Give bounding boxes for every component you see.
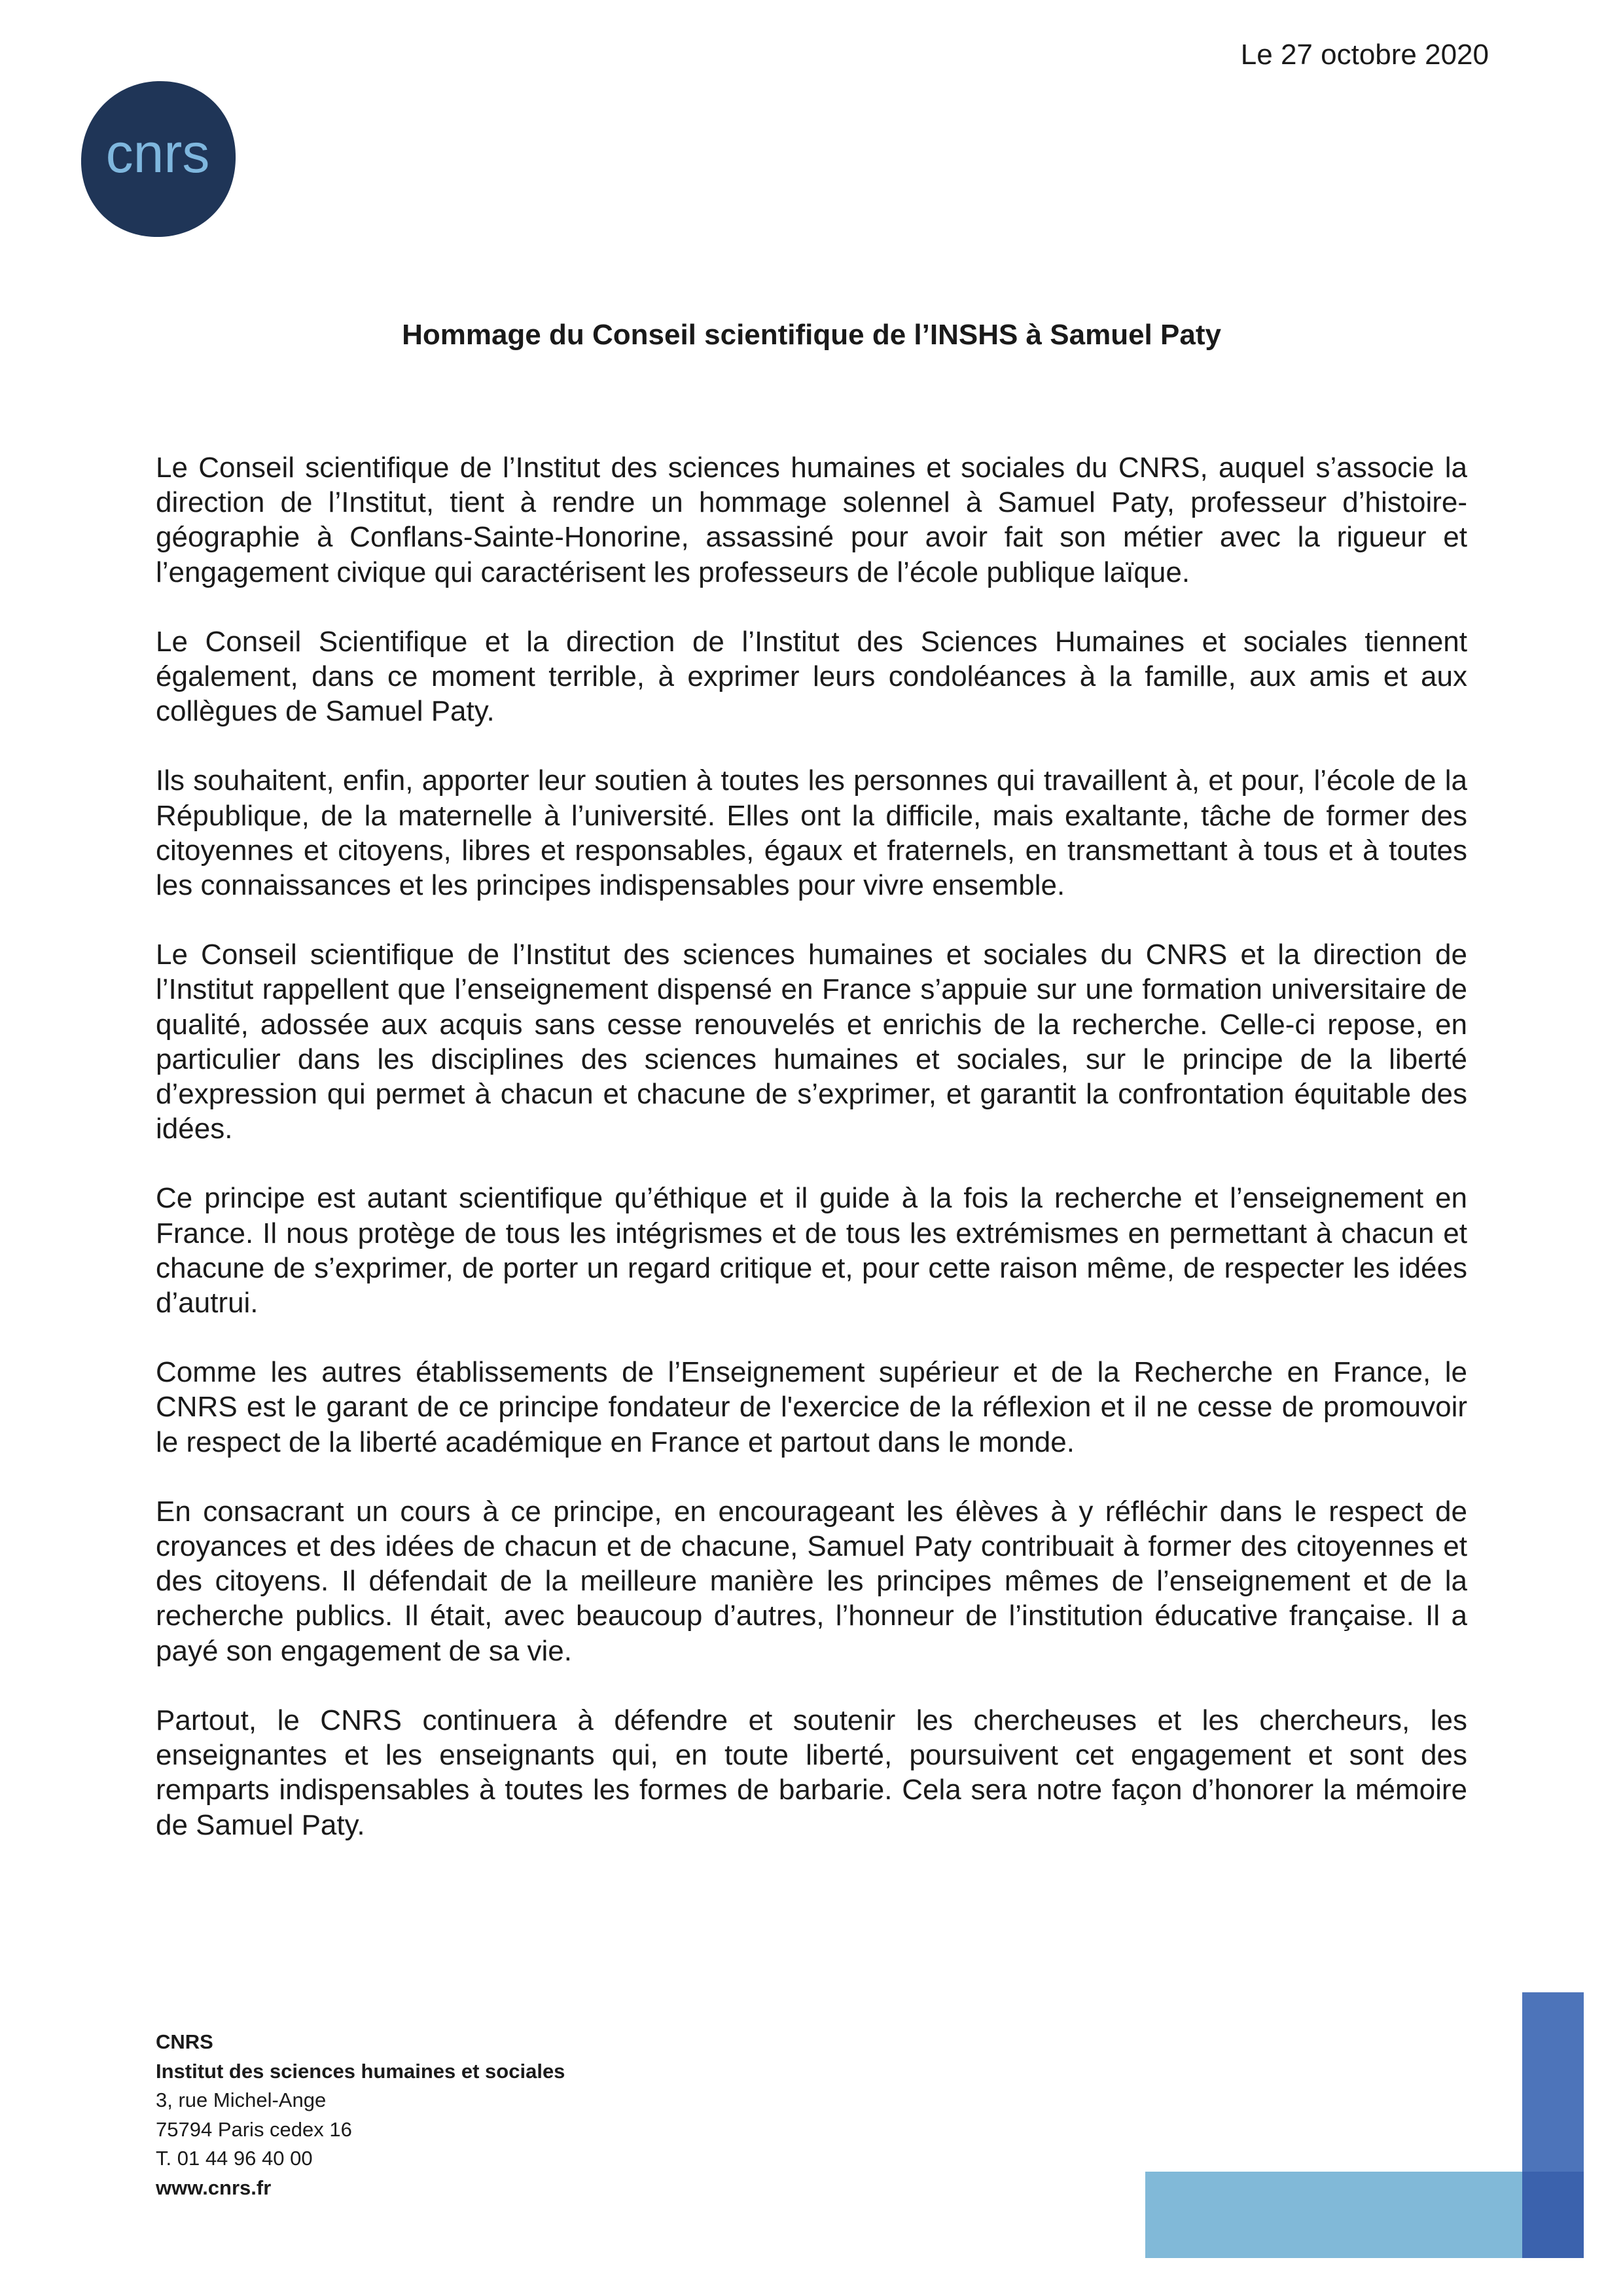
paragraph: Comme les autres établissements de l’Enseignement supérieur et de la Recherche en France, le CNRS est le garant de ce principe fondateur de l'exercice de la réflexion et il ne cesse de promouvoir le respect de la liberté académique en France et partout dans le monde. bbox=[156, 1356, 1467, 1458]
decorative-band-light bbox=[1145, 2172, 1584, 2258]
cnrs-logo-text: cnrs bbox=[105, 122, 210, 184]
footer-address-block bbox=[156, 2028, 565, 2202]
footer-org: CNRS bbox=[156, 2030, 213, 2053]
paragraph: Partout, le CNRS continuera à défendre et soutenir les chercheuses et les chercheurs, les enseignantes et les enseignants qui, en toute liberté, poursuivent cet engagement et sont des remparts indispensables à toutes les formes de barbarie. Cela sera notre façon d’honorer la mémoire de Samuel Paty. bbox=[156, 1704, 1467, 1841]
paragraph: Le Conseil scientifique de l’Institut des sciences humaines et sociales du CNRS et la direction de l’Institut rappellent que l’enseignement dispensé en France s’appuie sur une formation universitaire de qualité, adossée aux acquis sans cesse renouvelés et enrichis de la recherche. Celle-ci repose, en particulier dans les disciplines des sciences humaines et sociales, sur le principe de la liberté d’expression qui permet à chacun et chacune de s’exprimer, et garantit la confrontation équitable des idées. bbox=[156, 939, 1467, 1145]
document-date: Le 27 octobre 2020 bbox=[1240, 39, 1489, 71]
paragraph: En consacrant un cours à ce principe, en encourageant les élèves à y réfléchir dans le respect de croyances et des idées de chacun et de chacune, Samuel Paty contribuait à former des citoyennes et des citoyens. Il défendait de la meilleure manière les principes mêmes de l’enseignement et de la recherche publics. Il était, avec beaucoup d’autres, l’honneur de l’institution éducative française. Il a payé son engagement de sa vie. bbox=[156, 1495, 1467, 1667]
cnrs-logo bbox=[77, 79, 238, 240]
document-body bbox=[156, 450, 1467, 1877]
paragraph: Ils souhaitent, enfin, apporter leur soutien à toutes les personnes qui travaillent à, et pour, l’école de la République, de la maternelle à l’université. Elles ont la difficile, mais exaltante, tâche de former des citoyennes et citoyens, libres et responsables, égaux et fraternels, en transmettant à tous et à toutes les connaissances et les principes indispensables pour vivre ensemble. bbox=[156, 764, 1467, 902]
paragraph: Le Conseil Scientifique et la direction de l’Institut des Sciences Humaines et sociales tiennent également, dans ce moment terrible, à exprimer leurs condoléances à la famille, aux amis et aux collègues de Samuel Paty. bbox=[156, 625, 1467, 728]
footer-website-link[interactable]: www.cnrs.fr bbox=[156, 2176, 272, 2199]
footer-institute: Institut des sciences humaines et sociales bbox=[156, 2059, 565, 2083]
footer-city: 75794 Paris cedex 16 bbox=[156, 2117, 352, 2141]
paragraph: Le Conseil scientifique de l’Institut des sciences humaines et sociales du CNRS, auquel s’associe la direction de l’Institut, tient à rendre un hommage solennel à Samuel Paty, professeur d’histoire-géographie à Conflans-Sainte-Honorine, assassiné pour avoir fait son métier avec la rigueur et l’engagement civique qui caractérisent les professeurs de l’école publique laïque. bbox=[156, 452, 1467, 588]
paragraph: Ce principe est autant scientifique qu’éthique et il guide à la fois la recherche et l’enseignement en France. Il nous protège de tous les intégrismes et de tous les extrémismes en permettant à chacun et chacune de s’exprimer, de porter un regard critique et, pour cette raison même, de respecter les idées d’autrui. bbox=[156, 1182, 1467, 1319]
document-title: Hommage du Conseil scientifique de l’INSHS à Samuel Paty bbox=[402, 319, 1221, 351]
decorative-band-overlap bbox=[1522, 2172, 1584, 2258]
footer-street: 3, rue Michel-Ange bbox=[156, 2089, 327, 2111]
footer-phone: T. 01 44 96 40 00 bbox=[156, 2147, 313, 2170]
